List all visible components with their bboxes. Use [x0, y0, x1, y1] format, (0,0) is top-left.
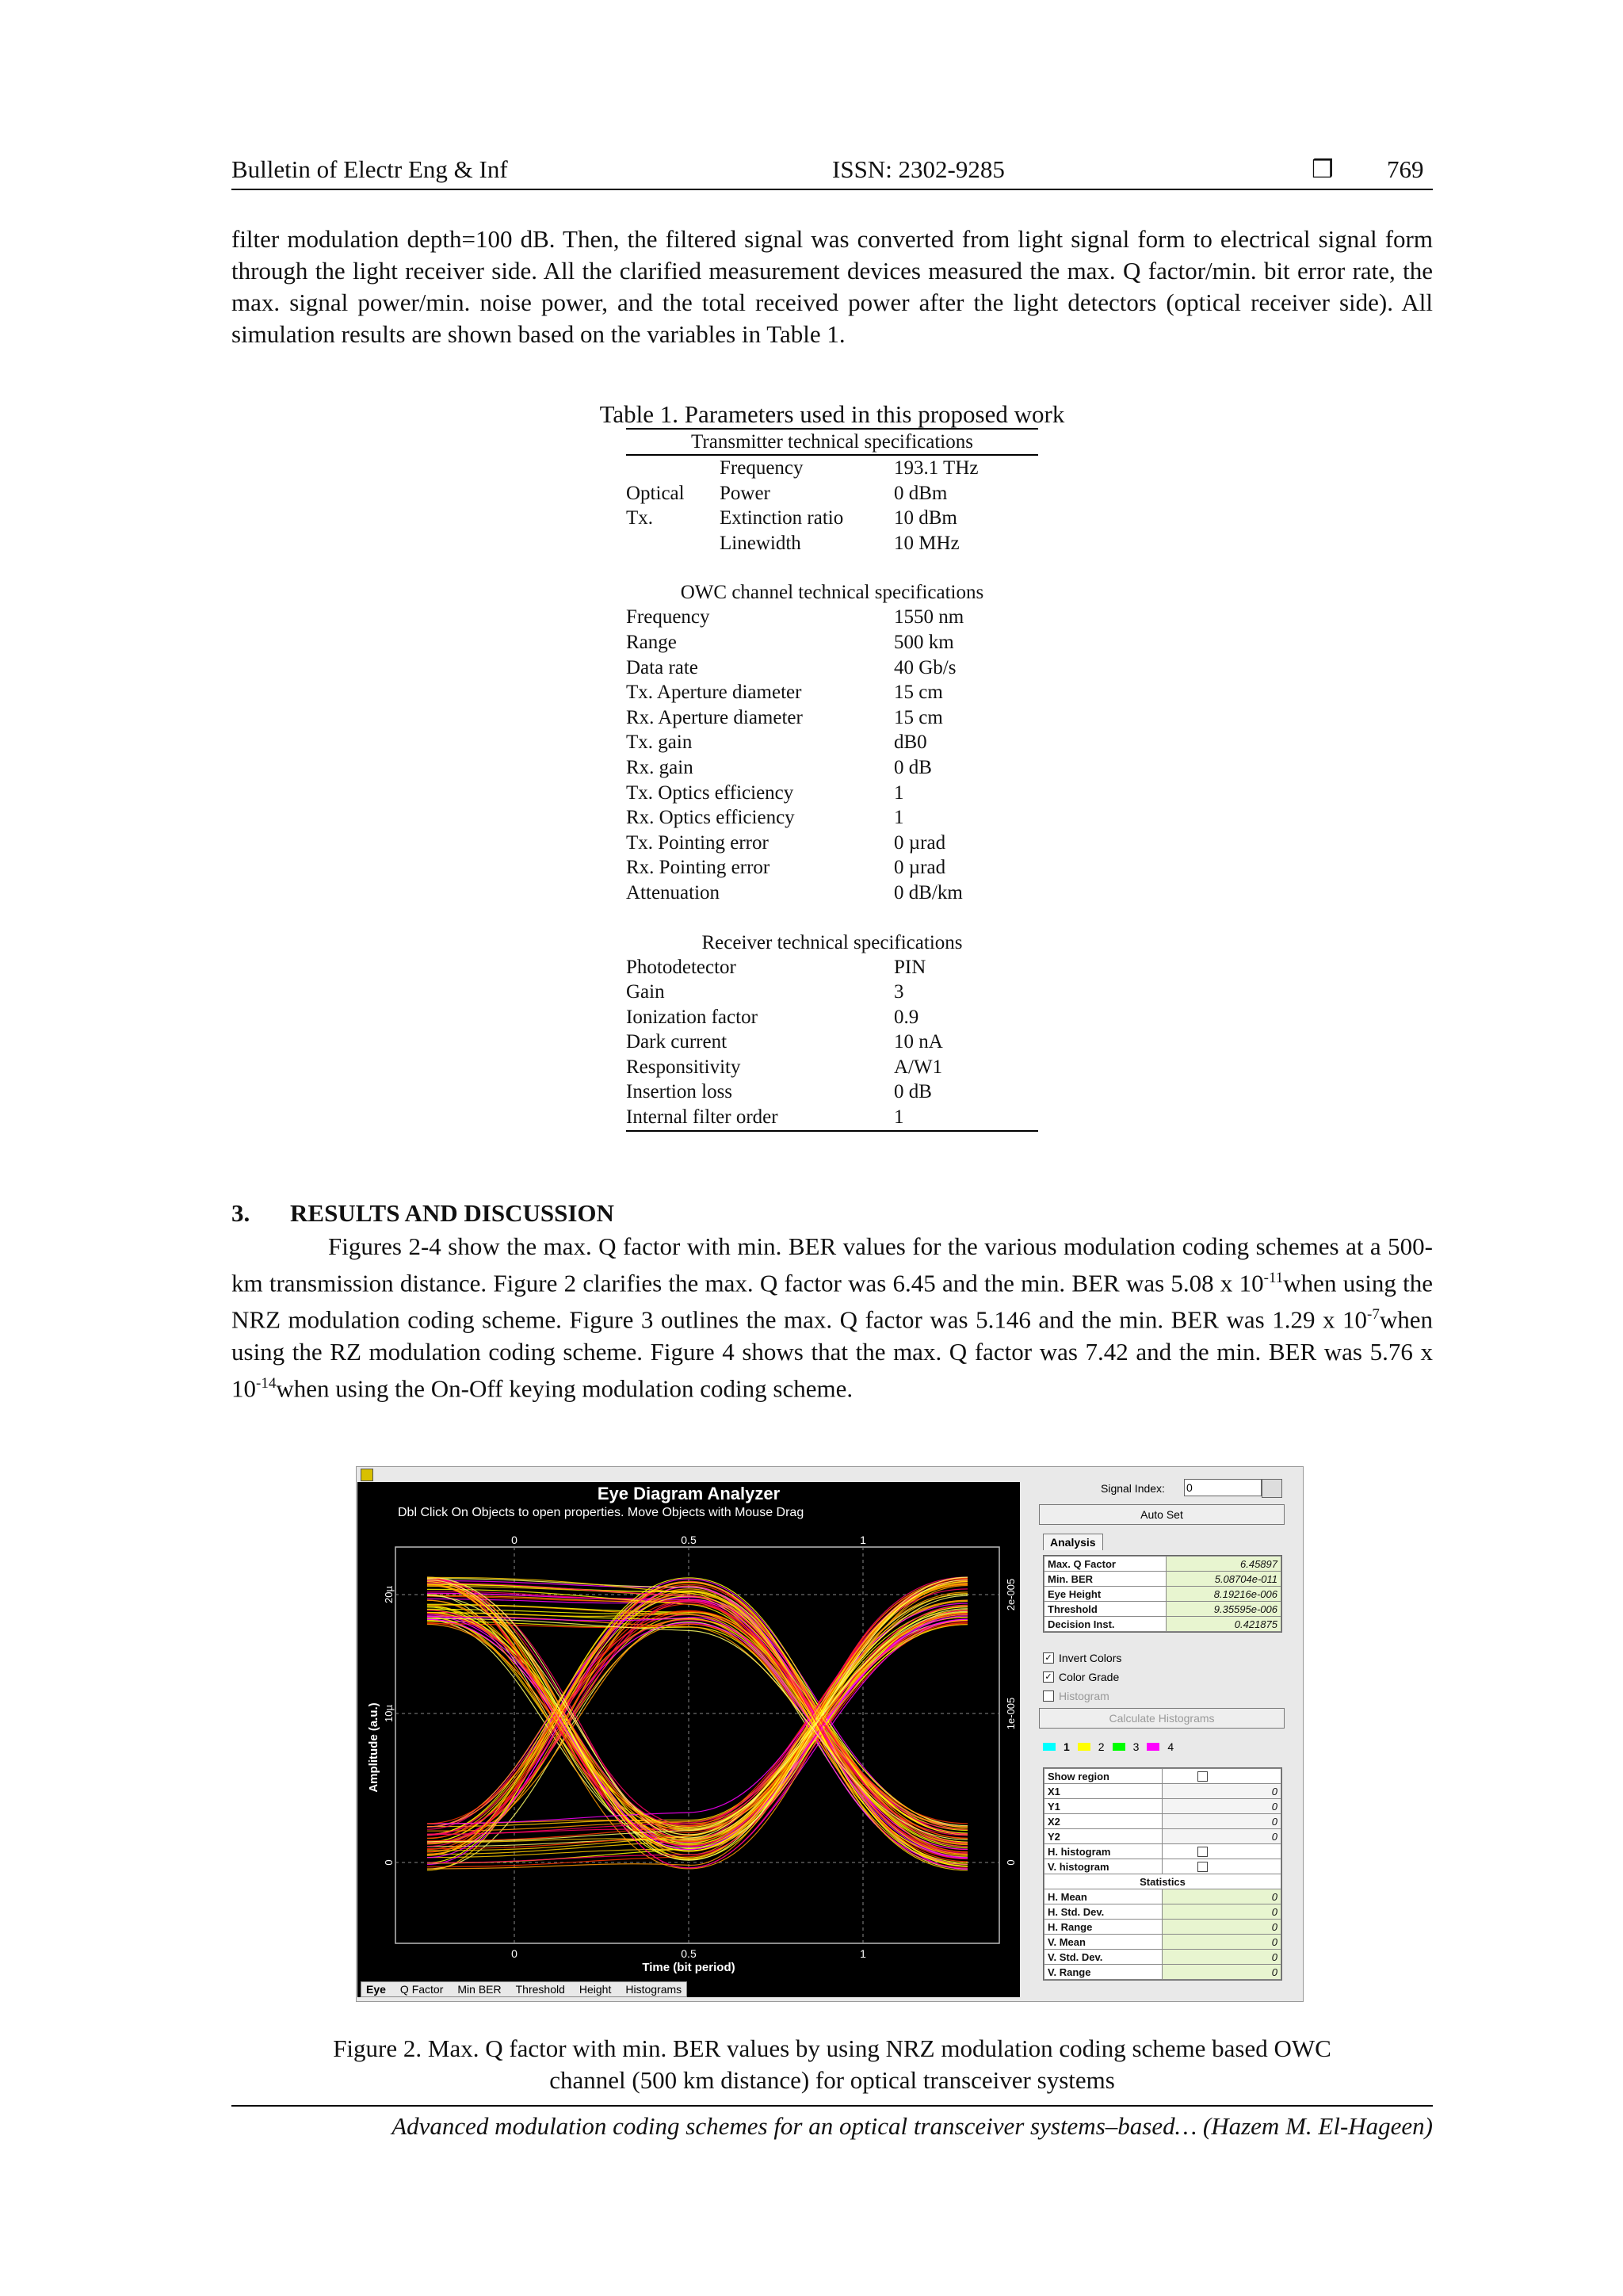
region-value: 0: [1163, 1904, 1281, 1920]
analysis-row: [1044, 1617, 1281, 1632]
owc-spec-table: [626, 605, 1038, 905]
param-name: Tx. gain: [626, 732, 693, 754]
box-icon: ❒: [1312, 155, 1334, 183]
param-name: Range: [626, 631, 677, 653]
region-row: [1044, 1889, 1281, 1904]
region-label: V. Mean: [1044, 1935, 1163, 1950]
param-value: 0.9: [894, 1006, 919, 1028]
region-label: H. histogram: [1044, 1844, 1163, 1859]
region-row: [1044, 1904, 1281, 1920]
tab-histograms[interactable]: Histograms: [625, 1983, 682, 1996]
param-name: Dark current: [626, 1031, 727, 1053]
region-label: Show region: [1044, 1769, 1163, 1784]
region-label: H. Range: [1044, 1920, 1163, 1935]
table-row: [626, 831, 1038, 856]
channel-color-swatch: [1043, 1743, 1056, 1751]
table-row: [626, 1055, 1038, 1080]
table-row: [626, 506, 1038, 531]
param-value: 0 dB: [894, 756, 932, 778]
region-label: V. Std. Dev.: [1044, 1950, 1163, 1965]
region-value: 0: [1163, 1889, 1281, 1904]
table-row: [626, 605, 1038, 630]
table-row: [626, 1005, 1038, 1030]
param-value: PIN: [894, 956, 926, 978]
region-value: 0: [1163, 1965, 1281, 1980]
header-rule: [231, 189, 1433, 190]
param-name: Power: [720, 482, 770, 504]
region-label: X1: [1044, 1784, 1163, 1799]
region-label: H. Std. Dev.: [1044, 1904, 1163, 1920]
table-row: [626, 1079, 1038, 1105]
region-row: [1044, 1935, 1281, 1950]
channel-color-swatch: [1078, 1743, 1090, 1751]
x-tick-bottom: 1: [860, 1947, 866, 1960]
auto-set-button[interactable]: Auto Set: [1039, 1504, 1285, 1525]
region-checkbox[interactable]: [1197, 1862, 1208, 1872]
param-name: Rx. Aperture diameter: [626, 706, 803, 728]
table-row: [626, 630, 1038, 655]
region-label: V. Range: [1044, 1965, 1163, 1980]
option-checkbox[interactable]: ✓: [1043, 1652, 1054, 1664]
region-row: [1044, 1814, 1281, 1829]
figure-caption-line2: channel (500 km distance) for optical transceiver systems: [549, 2066, 1115, 2094]
table-row: [626, 1105, 1038, 1130]
tx-spec-table: [626, 456, 1038, 556]
region-row: [1044, 1859, 1281, 1874]
x-tick-top: 1: [860, 1534, 866, 1546]
table-row: [626, 881, 1038, 906]
table-row: [626, 730, 1038, 755]
channel-color-swatch: [1147, 1743, 1159, 1751]
channel-tab[interactable]: 2: [1098, 1740, 1105, 1753]
analyzer-tabs: [361, 1981, 687, 1997]
param-value: 15 cm: [894, 706, 943, 728]
param-name: Rx. Pointing error: [626, 857, 770, 879]
analysis-value: 9.35595e-006: [1167, 1602, 1281, 1617]
y-tick-left: 20µ: [383, 1586, 395, 1603]
param-name: Attenuation: [626, 881, 720, 904]
table-row: [626, 481, 1038, 506]
statistics-title: Statistics: [1044, 1874, 1281, 1889]
param-name: Frequency: [626, 606, 710, 628]
footer-text: Advanced modulation coding schemes for an optical transceiver systems–based… (Hazem M. El-Hageen): [391, 2112, 1433, 2140]
param-value: dB0: [894, 732, 927, 754]
option-label: Histogram: [1059, 1690, 1109, 1702]
region-checkbox[interactable]: [1197, 1847, 1208, 1857]
table-row: [626, 705, 1038, 731]
channel-color-swatch: [1113, 1743, 1125, 1751]
param-name: Extinction ratio: [720, 507, 844, 529]
region-value: 0: [1163, 1920, 1281, 1935]
param-value: 1: [894, 807, 904, 829]
param-name: Insertion loss: [626, 1081, 733, 1103]
region-table: [1044, 1768, 1281, 1980]
region-value: [1163, 1769, 1281, 1784]
param-name: Frequency: [720, 457, 804, 479]
param-value: 1: [894, 1106, 904, 1129]
region-row: [1044, 1844, 1281, 1859]
section-title: RESULTS AND DISCUSSION: [290, 1199, 614, 1227]
rx-spec-table: [626, 955, 1038, 1130]
region-value: 0: [1163, 1935, 1281, 1950]
table-1: [626, 428, 1038, 1132]
channel-tab[interactable]: 4: [1167, 1740, 1174, 1753]
journal-name: Bulletin of Electr Eng & Inf: [231, 155, 508, 183]
y-tick-right: 1e-005: [1005, 1697, 1017, 1730]
param-value: 15 cm: [894, 682, 943, 704]
table-row: [626, 955, 1038, 980]
region-row: [1044, 1950, 1281, 1965]
x-tick-top: 0.5: [681, 1534, 697, 1546]
option-row: [1043, 1648, 1121, 1668]
options-list: [1043, 1648, 1121, 1706]
param-name: Internal filter order: [626, 1106, 778, 1129]
region-value: 0: [1163, 1829, 1281, 1844]
analysis-label: Decision Inst.: [1044, 1617, 1167, 1632]
option-row: [1043, 1668, 1121, 1687]
table-row: [626, 655, 1038, 681]
table-row: [626, 456, 1038, 481]
section-number: 3.: [231, 1199, 250, 1227]
param-value: 10 MHz: [894, 532, 960, 554]
region-checkbox[interactable]: [1197, 1771, 1208, 1782]
analysis-table: [1044, 1556, 1281, 1632]
channel-tab[interactable]: 1: [1064, 1740, 1070, 1753]
param-name: Rx. gain: [626, 756, 693, 778]
param-value: 0 dB/km: [894, 881, 963, 904]
param-value: 193.1 THz: [894, 457, 979, 479]
figure-caption-line1: Figure 2. Max. Q factor with min. BER values by using NRZ modulation coding scheme based OWC: [333, 2034, 1331, 2062]
y-tick-left: 10µ: [383, 1705, 395, 1722]
analysis-tab[interactable]: Analysis: [1043, 1534, 1103, 1550]
param-value: 10 dBm: [894, 507, 957, 529]
param-value: 0 dBm: [894, 482, 948, 504]
param-name: Photodetector: [626, 956, 736, 978]
tab-q-factor[interactable]: Q Factor: [399, 1983, 444, 1996]
region-row: [1044, 1965, 1281, 1980]
analysis-value: 6.45897: [1167, 1557, 1281, 1572]
option-label: Invert Colors: [1059, 1652, 1122, 1664]
tab-threshold[interactable]: Threshold: [515, 1983, 565, 1996]
table-row: [626, 855, 1038, 881]
option-checkbox[interactable]: [1043, 1690, 1054, 1702]
param-name: Rx. Optics efficiency: [626, 807, 795, 829]
param-value: 1: [894, 781, 904, 804]
table-row: [626, 980, 1038, 1005]
channel-tabs: [1043, 1740, 1174, 1753]
param-name: Ionization factor: [626, 1006, 758, 1028]
analysis-row: [1044, 1602, 1281, 1617]
page-number: 769: [1387, 155, 1424, 183]
table-row: [626, 805, 1038, 831]
results-paragraph: [231, 1231, 1433, 1404]
analysis-row: [1044, 1587, 1281, 1602]
param-value: 0 dB: [894, 1081, 932, 1103]
region-value: 0: [1163, 1814, 1281, 1829]
region-label: Y2: [1044, 1829, 1163, 1844]
region-label: Y1: [1044, 1799, 1163, 1814]
calculate-histograms-button[interactable]: Calculate Histograms: [1039, 1708, 1285, 1729]
rx-spec-title: Receiver technical specifications: [701, 931, 963, 953]
tab-min-ber[interactable]: Min BER: [457, 1983, 502, 1996]
y-tick-left: 0: [383, 1859, 395, 1866]
analysis-label: Max. Q Factor: [1044, 1557, 1167, 1572]
results-text: Figures 2-4 show the max. Q factor with min. BER values for the various modulation coding schemes at a 500-km transmission distance. Figure 2 clarifies the max. Q factor was 6.45 and the min. BER was 5.08 x $10^{-11}when$ using the NRZ modulation coding scheme. Figure 3 outlines the max. Q factor was 5.146 and the min. BER was 1.29 x $10^{-7}when$ using the RZ modulation coding scheme. Figure 4 shows that the max. Q factor was 7.42 and the min. BER was 5.76 x $10^{-14}when$ using the On-Off keying modulation coding scheme.: [231, 1232, 1433, 1402]
analysis-label: Eye Height: [1044, 1587, 1167, 1602]
tab-eye[interactable]: Eye: [366, 1983, 386, 1996]
x-tick-top: 0: [511, 1534, 517, 1546]
tab-height[interactable]: Height: [579, 1983, 612, 1996]
region-row: [1044, 1769, 1281, 1784]
signal-index-label: Signal Index:: [1101, 1482, 1165, 1495]
param-value: 3: [894, 981, 904, 1003]
param-value: 10 nA: [894, 1031, 943, 1053]
param-value: 1550 nm: [894, 606, 964, 628]
param-value: 500 km: [894, 631, 954, 653]
table-row: [626, 1030, 1038, 1055]
group-label: Tx.: [626, 507, 654, 529]
signal-index-stepper[interactable]: [1262, 1479, 1282, 1498]
region-row: [1044, 1784, 1281, 1799]
y-tick-right: 0: [1005, 1859, 1017, 1866]
eye-title: Eye Diagram Analyzer: [597, 1484, 781, 1503]
region-panel: [1043, 1767, 1282, 1981]
region-value: [1163, 1859, 1281, 1874]
analysis-value: 8.19216e-006: [1167, 1587, 1281, 1602]
param-value: 40 Gb/s: [894, 656, 957, 678]
eye-traces: [427, 1577, 968, 1870]
region-row: [1044, 1829, 1281, 1844]
signal-index-input[interactable]: [1184, 1479, 1262, 1496]
param-name: Tx. Aperture diameter: [626, 682, 802, 704]
analysis-row: [1044, 1557, 1281, 1572]
param-name: Tx. Pointing error: [626, 831, 769, 854]
param-value: 0 µrad: [894, 831, 946, 854]
x-tick-bottom: 0: [511, 1947, 517, 1960]
param-name: Data rate: [626, 656, 698, 678]
analysis-label: Min. BER: [1044, 1572, 1167, 1587]
analysis-label: Threshold: [1044, 1602, 1167, 1617]
region-label: V. histogram: [1044, 1859, 1163, 1874]
region-value: 0: [1163, 1784, 1281, 1799]
table-caption: Table 1. Parameters used in this proposed work: [599, 400, 1065, 428]
channel-tab[interactable]: 3: [1132, 1740, 1140, 1753]
app-icon: [361, 1469, 373, 1481]
y-tick-right: 2e-005: [1005, 1578, 1017, 1611]
region-row: [1044, 1920, 1281, 1935]
tx-spec-title: Transmitter technical specifications: [691, 431, 973, 453]
region-label: H. Mean: [1044, 1889, 1163, 1904]
region-row: [1044, 1799, 1281, 1814]
region-value: 0: [1163, 1950, 1281, 1965]
param-name: Linewidth: [720, 532, 801, 554]
analysis-value: 0.421875: [1167, 1617, 1281, 1632]
footer-rule: [231, 2105, 1433, 2107]
region-value: 0: [1163, 1799, 1281, 1814]
issn: ISSN: 2302-9285: [832, 155, 1005, 183]
param-name: Gain: [626, 981, 665, 1003]
x-axis-label: Time (bit period): [642, 1961, 735, 1974]
option-row: [1043, 1687, 1121, 1706]
param-name: Tx. Optics efficiency: [626, 781, 794, 804]
eye-subtitle: Dbl Click On Objects to open properties. Move Objects with Mouse Drag: [398, 1506, 804, 1519]
table-row: [626, 680, 1038, 705]
option-checkbox[interactable]: ✓: [1043, 1671, 1054, 1683]
analysis-value: 5.08704e-011: [1167, 1572, 1281, 1587]
intro-text: filter modulation depth=100 dB. Then, the filtered signal was converted from light signal form to electrical signal form through the light receiver side. All the clarified measurement devices measured the max. Q factor/min. bit error rate, the max. signal power/min. noise power, and the total received power after the light detectors (optical receiver side). All simulation results are shown based on the variables in Table 1.: [231, 225, 1433, 348]
table-row: [626, 531, 1038, 556]
table-row: [626, 755, 1038, 781]
intro-paragraph: [231, 223, 1433, 350]
param-value: 0 µrad: [894, 857, 946, 879]
region-label: X2: [1044, 1814, 1163, 1829]
option-label: Color Grade: [1059, 1671, 1120, 1683]
param-value: A/W1: [894, 1056, 943, 1078]
group-label: Optical: [626, 482, 685, 504]
table-row: [626, 781, 1038, 806]
statistics-header: [1044, 1874, 1281, 1889]
analysis-panel: [1043, 1555, 1282, 1633]
param-name: Responsitivity: [626, 1056, 741, 1078]
region-value: [1163, 1844, 1281, 1859]
x-tick-bottom: 0.5: [681, 1947, 697, 1960]
eye-diagram-svg: [357, 1482, 1020, 1997]
analysis-row: [1044, 1572, 1281, 1587]
y-axis-label: Amplitude (a.u.): [367, 1702, 380, 1793]
owc-spec-title: OWC channel technical specifications: [680, 582, 984, 604]
